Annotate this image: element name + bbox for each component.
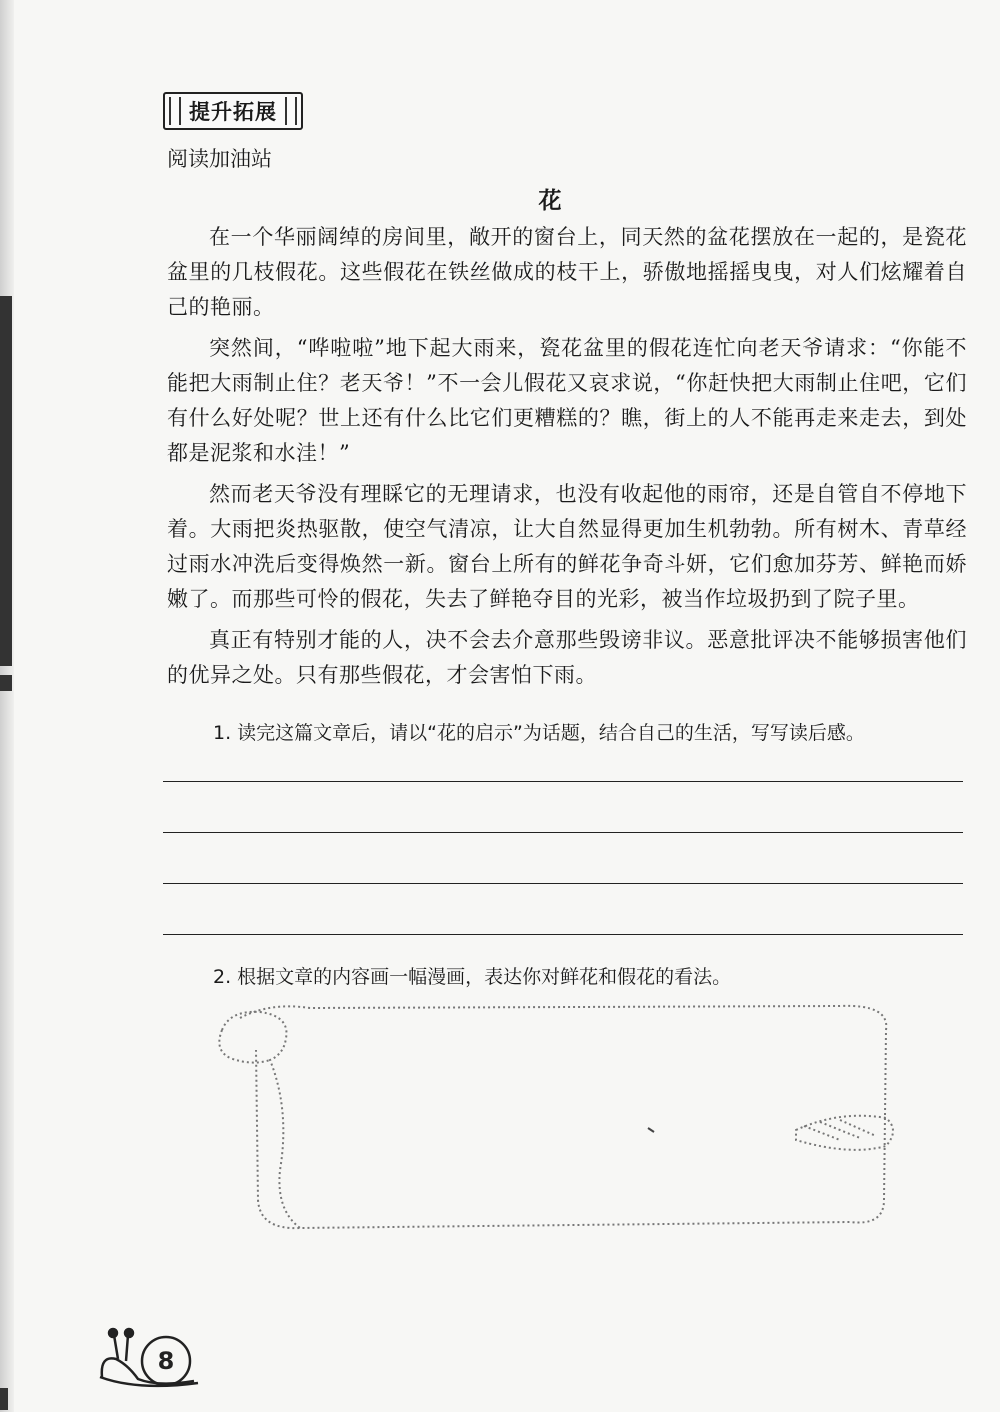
section-subheading: 阅读加油站: [167, 147, 272, 171]
article-paragraph: 真正有特别才能的人，决不会去介意那些毁谤非议。恶意批评决不能够损害他们的优异之处。只有那些假花，才会害怕下雨。: [167, 628, 967, 687]
binding-mark: [0, 296, 12, 666]
binding-mark: [0, 1388, 8, 1410]
snail-icon: [98, 1325, 208, 1395]
answer-line[interactable]: [163, 934, 963, 935]
section-banner-label: 提升拓展: [189, 100, 277, 124]
answer-line[interactable]: [163, 781, 963, 782]
article-body: [167, 220, 967, 699]
section-banner: [163, 92, 303, 130]
page-number: 8: [157, 1347, 175, 1375]
article-paragraph: 然而老天爷没有理睬它的无理请求，也没有收起他的雨帘，还是自管自不停地下着。大雨把炎热驱散，使空气清凉，让大自然显得更加生机勃勃。所有树木、青草经过雨水冲洗后变得焕然一新。窗台上所有的鲜花争奇斗妍，它们愈加芬芳、鲜艳而娇嫩了。而那些可怜的假花，失去了鲜艳夺目的光彩，被当作垃圾扔到了院子里。: [167, 482, 967, 611]
article-paragraph: 在一个华丽阔绰的房间里，敞开的窗台上，同天然的盆花摆放在一起的，是瓷花盆里的几枝假花。这些假花在铁丝做成的枝干上，骄傲地摇摇曳曳，对人们炫耀着自己的艳丽。: [167, 225, 967, 319]
article-title: 花: [538, 188, 562, 214]
question-2: 2. 根据文章的内容画一幅漫画，表达你对鲜花和假花的看法。: [213, 966, 732, 988]
binding-mark: [0, 675, 12, 691]
question-1: 1. 读完这篇文章后，请以“花的启示”为话题，结合自己的生活，写写读后感。: [213, 722, 865, 744]
article-paragraph: 突然间，“哗啦啦”地下起大雨来，瓷花盆里的假花连忙向老天爷请求：“你能不能把大雨制止住？老天爷！”不一会儿假花又哀求说，“你赶快把大雨制止住吧，它们有什么好处呢？世上还有什么比它们更糟糕的？瞧，街上的人不能再走来走去，到处都是泥浆和水洼！”: [167, 336, 967, 465]
answer-line[interactable]: [163, 883, 963, 884]
scroll-frame-icon[interactable]: [200, 990, 920, 1240]
answer-line[interactable]: [163, 832, 963, 833]
